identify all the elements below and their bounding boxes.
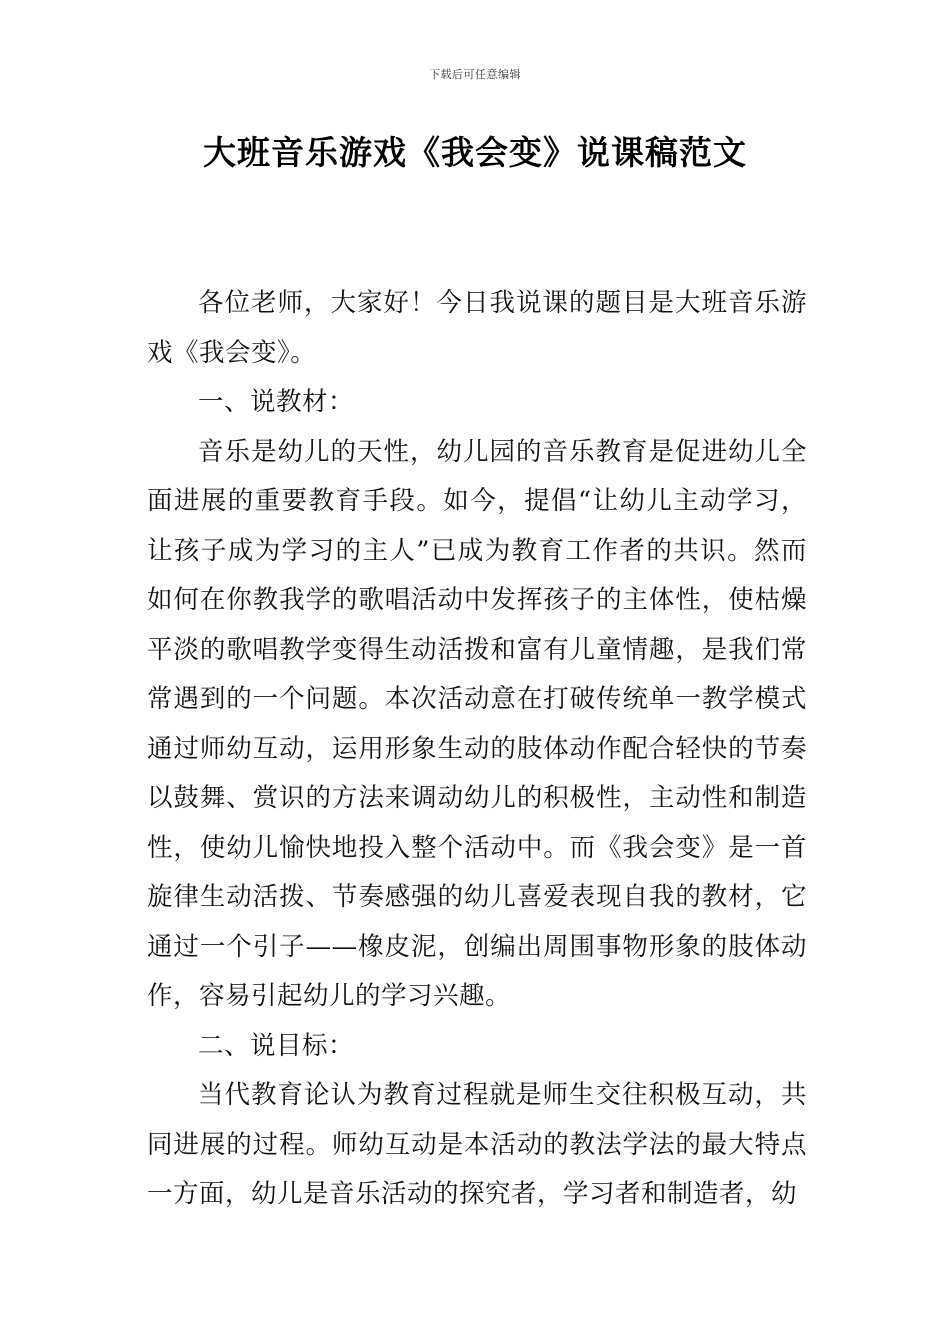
document-title: 大班音乐游戏《我会变》说课稿范文 (203, 133, 747, 172)
paragraph-greeting: 各位老师，大家好！今日我说课的题目是大班音乐游戏《我会变》。 (147, 288, 807, 368)
paragraph-teaching-material: 音乐是幼儿的天性，幼儿园的音乐教育是促进幼儿全面进展的重要教育手段。如今，提倡“让幼儿主动学习，让孩子成为学习的主人”已成为教育工作者的共识。然而如何在你教我学的歌唱活动中发挥孩子的主体性，使枯燥平淡的歌唱教学变得生动活拨和富有儿童情趣，是我们常常遇到的一个问题。本次活动意在打破传统单一教学模式通过师幼互动，运用形象生动的肢体动作配合轻快的节奏以鼓舞、赏识的方法来调动幼儿的积极性，主动性和制造性，使幼儿愉快地投入整个活动中。而《我会变》是一首旋律生动活拨、节奏感强的幼儿喜爱表现自我的教材，它通过一个引子——橡皮泥，创编出周围事物形象的肢体动作，容易引起幼儿的学习兴趣。 (147, 436, 807, 1011)
paragraph-objectives: 当代教育论认为教育过程就是师生交往积极互动，共同进展的过程。师幼互动是本活动的教法学法的最大特点一方面，幼儿是音乐活动的探究者，学习者和制造者，幼 (147, 1080, 807, 1209)
header-note: 下载后可任意编辑 (429, 68, 521, 81)
section-heading-objectives: 二、说目标： (198, 1030, 355, 1061)
section-heading-teaching-material: 一、说教材： (198, 387, 355, 417)
document-body (147, 279, 807, 1220)
